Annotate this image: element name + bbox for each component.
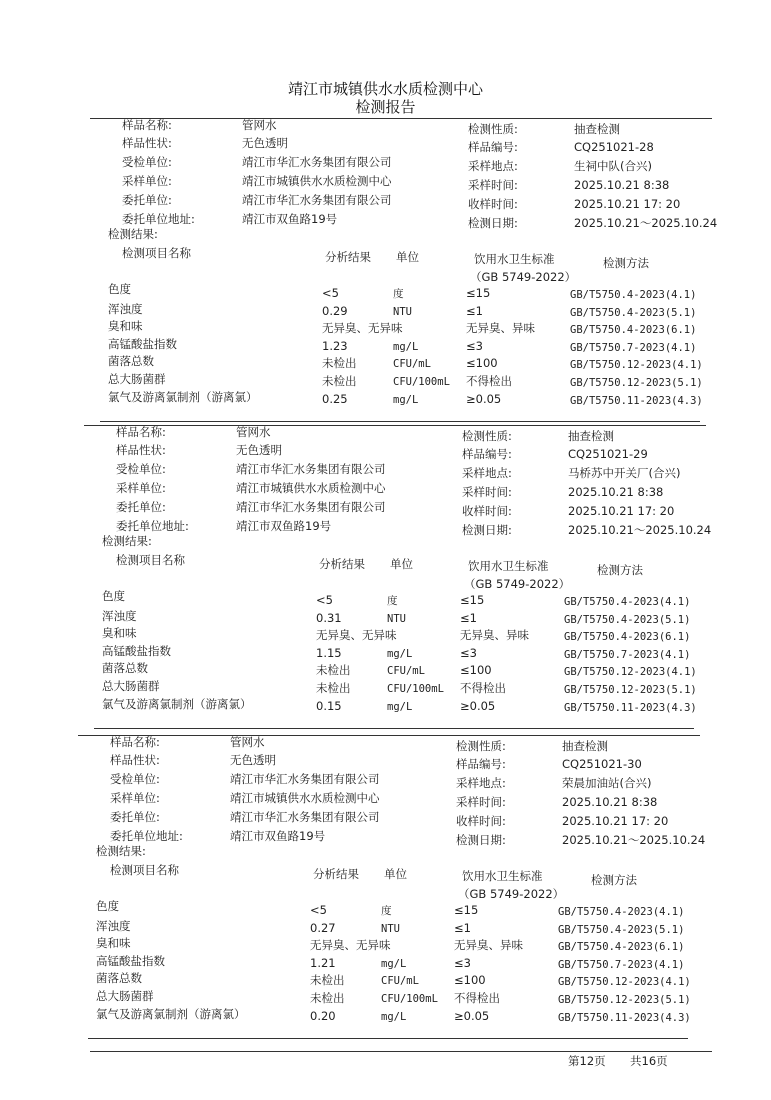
table-row-item: 臭和味 bbox=[102, 626, 137, 641]
table-row-unit: 度 bbox=[387, 595, 398, 607]
value-trait: 无色透明 bbox=[242, 136, 288, 150]
value-sampling: 靖江市城镇供水水质检测中心 bbox=[236, 481, 386, 495]
block-top-rule bbox=[90, 118, 712, 119]
table-row-method: GB/T5750.11-2023(4.3) bbox=[564, 701, 697, 714]
table-row-method: GB/T5750.4-2023(5.1) bbox=[558, 923, 685, 936]
page-number: 第12页 bbox=[568, 1054, 606, 1068]
value-receive-time: 2025.10.21 17: 20 bbox=[568, 504, 675, 518]
value-client: 靖江市华汇水务集团有限公司 bbox=[236, 500, 386, 514]
table-row-method: GB/T5750.4-2023(5.1) bbox=[570, 306, 697, 319]
value-client: 靖江市华汇水务集团有限公司 bbox=[230, 810, 380, 824]
table-row-standard: 不得检出 bbox=[460, 681, 506, 695]
label-test-date: 检测日期: bbox=[468, 216, 518, 230]
col-method-header: 检测方法 bbox=[591, 873, 637, 887]
table-row-value: <5 bbox=[310, 903, 327, 917]
table-row-unit: CFU/mL bbox=[381, 975, 419, 988]
label-client-address: 委托单位地址: bbox=[110, 829, 183, 843]
report-title: 靖江市城镇供水水质检测中心 bbox=[287, 80, 483, 98]
label-sample-name: 样品名称: bbox=[116, 425, 166, 439]
col-item-header: 检测项目名称 bbox=[122, 246, 191, 260]
value-inspected: 靖江市华汇水务集团有限公司 bbox=[242, 155, 392, 169]
table-row-item: 菌落总数 bbox=[96, 971, 142, 986]
table-row-standard: 不得检出 bbox=[466, 374, 512, 388]
value-sampling: 靖江市城镇供水水质检测中心 bbox=[230, 791, 380, 805]
table-row-unit: mg/L bbox=[381, 957, 407, 970]
table-row-method: GB/T5750.4-2023(6.1) bbox=[564, 631, 691, 644]
value-sampling: 靖江市城镇供水水质检测中心 bbox=[242, 174, 392, 188]
col-value-header: 分析结果 bbox=[313, 867, 359, 881]
table-row-method: GB/T5750.4-2023(4.1) bbox=[564, 596, 691, 608]
value-client: 靖江市华汇水务集团有限公司 bbox=[242, 193, 392, 207]
value-inspected: 靖江市华汇水务集团有限公司 bbox=[236, 462, 386, 476]
label-inspected-unit: 受检单位: bbox=[110, 772, 160, 786]
table-row-value: <5 bbox=[322, 286, 339, 300]
label-inspected-unit: 受检单位: bbox=[122, 155, 172, 169]
table-row-method: GB/T5750.12-2023(5.1) bbox=[564, 684, 697, 696]
table-row-item: 总大肠菌群 bbox=[96, 989, 154, 1003]
table-row-unit: CFU/100mL bbox=[393, 376, 450, 388]
label-client-address: 委托单位地址: bbox=[116, 519, 189, 533]
col-unit-header: 单位 bbox=[384, 867, 407, 881]
col-item-header: 检测项目名称 bbox=[110, 863, 179, 877]
table-row-method: GB/T5750.4-2023(6.1) bbox=[558, 941, 685, 954]
table-row-method: GB/T5750.7-2023(4.1) bbox=[564, 648, 691, 661]
table-row-value: 无异臭、无异味 bbox=[322, 321, 403, 336]
table-row-unit: mg/L bbox=[387, 647, 413, 660]
table-row-standard: 无异臭、异味 bbox=[454, 938, 523, 953]
table-row-unit: CFU/mL bbox=[387, 665, 425, 678]
value-location: 马桥苏中开关厂(合兴) bbox=[568, 466, 681, 480]
table-row-method: GB/T5750.4-2023(4.1) bbox=[558, 906, 685, 918]
table-row-value: 未检出 bbox=[322, 356, 357, 371]
col-standard-header: 饮用水卫生标准 bbox=[468, 559, 549, 573]
table-row-value: 未检出 bbox=[310, 973, 345, 988]
label-sample-trait: 样品性状: bbox=[122, 136, 172, 150]
label-sampling-unit: 采样单位: bbox=[116, 481, 166, 495]
label-receive-time: 收样时间: bbox=[468, 197, 518, 211]
label-client-unit: 委托单位: bbox=[122, 193, 172, 207]
table-row-item: 菌落总数 bbox=[102, 661, 148, 676]
label-sample-time: 采样时间: bbox=[468, 178, 518, 192]
table-row-item: 高锰酸盐指数 bbox=[108, 336, 177, 351]
table-row-item: 色度 bbox=[96, 899, 119, 913]
table-row-method: GB/T5750.12-2023(5.1) bbox=[570, 377, 703, 389]
label-sampling-unit: 采样单位: bbox=[122, 174, 172, 188]
table-row-value: 无异臭、无异味 bbox=[310, 938, 391, 953]
table-row-item: 色度 bbox=[102, 589, 125, 603]
col-standard-code: （GB 5749-2022） bbox=[458, 887, 565, 901]
block-bottom-rule bbox=[88, 1038, 688, 1039]
table-row-standard: ≤3 bbox=[454, 955, 471, 970]
value-test-date: 2025.10.21～2025.10.24 bbox=[568, 523, 712, 537]
label-sample-trait: 样品性状: bbox=[116, 443, 166, 457]
table-row-item: 总大肠菌群 bbox=[102, 679, 160, 693]
footer-rule bbox=[90, 1051, 712, 1052]
label-sample-name: 样品名称: bbox=[122, 118, 172, 132]
table-row-method: GB/T5750.4-2023(5.1) bbox=[564, 613, 691, 626]
value-sample-time: 2025.10.21 8:38 bbox=[574, 178, 670, 192]
value-name: 管网水 bbox=[236, 425, 271, 439]
label-sample-no: 样品编号: bbox=[456, 757, 506, 771]
label-sampling-unit: 采样单位: bbox=[110, 791, 160, 805]
table-row-value: 0.27 bbox=[310, 920, 336, 935]
table-row-method: GB/T5750.12-2023(4.1) bbox=[558, 976, 691, 989]
value-no: CQ251021-29 bbox=[568, 447, 648, 461]
label-result: 检测结果: bbox=[96, 844, 146, 858]
table-row-value: 0.31 bbox=[316, 610, 342, 625]
label-receive-time: 收样时间: bbox=[456, 814, 506, 828]
table-row-standard: ≤1 bbox=[466, 303, 483, 318]
table-row-item: 色度 bbox=[108, 282, 131, 296]
block-top-rule bbox=[78, 735, 700, 736]
label-inspected-unit: 受检单位: bbox=[116, 462, 166, 476]
value-address: 靖江市双鱼路19号 bbox=[236, 519, 332, 533]
table-row-unit: CFU/mL bbox=[393, 358, 431, 371]
table-row-value: 未检出 bbox=[310, 991, 345, 1005]
label-client-unit: 委托单位: bbox=[116, 500, 166, 514]
value-trait: 无色透明 bbox=[236, 443, 282, 457]
label-result: 检测结果: bbox=[108, 227, 158, 241]
table-row-standard: ≤3 bbox=[460, 645, 477, 660]
value-name: 管网水 bbox=[230, 735, 265, 749]
label-sample-time: 采样时间: bbox=[462, 485, 512, 499]
value-receive-time: 2025.10.21 17: 20 bbox=[562, 814, 669, 828]
table-row-method: GB/T5750.11-2023(4.3) bbox=[570, 394, 703, 407]
label-location: 采样地点: bbox=[462, 466, 512, 480]
label-nature: 检测性质: bbox=[468, 122, 518, 136]
table-row-unit: NTU bbox=[387, 612, 406, 625]
label-sample-no: 样品编号: bbox=[462, 447, 512, 461]
value-inspected: 靖江市华汇水务集团有限公司 bbox=[230, 772, 380, 786]
table-row-item: 高锰酸盐指数 bbox=[96, 953, 165, 968]
label-result: 检测结果: bbox=[102, 534, 152, 548]
value-location: 生祠中队(合兴) bbox=[574, 159, 652, 173]
label-test-date: 检测日期: bbox=[462, 523, 512, 537]
table-row-value: 0.20 bbox=[310, 1008, 336, 1023]
label-sample-name: 样品名称: bbox=[110, 735, 160, 749]
label-location: 采样地点: bbox=[456, 776, 506, 790]
label-sample-no: 样品编号: bbox=[468, 140, 518, 154]
table-row-method: GB/T5750.11-2023(4.3) bbox=[558, 1011, 691, 1024]
table-row-unit: 度 bbox=[381, 905, 392, 917]
table-row-standard: 不得检出 bbox=[454, 991, 500, 1005]
page-total: 共16页 bbox=[630, 1054, 668, 1068]
value-trait: 无色透明 bbox=[230, 753, 276, 767]
table-row-value: 1.15 bbox=[316, 645, 342, 660]
col-method-header: 检测方法 bbox=[597, 563, 643, 577]
label-test-date: 检测日期: bbox=[456, 833, 506, 847]
table-row-standard: ≤15 bbox=[460, 593, 485, 607]
table-row-method: GB/T5750.7-2023(4.1) bbox=[570, 341, 697, 354]
table-row-method: GB/T5750.7-2023(4.1) bbox=[558, 958, 685, 971]
col-unit-header: 单位 bbox=[390, 557, 413, 571]
table-row-method: GB/T5750.12-2023(5.1) bbox=[558, 994, 691, 1006]
table-row-value: 0.15 bbox=[316, 698, 342, 713]
col-standard-header: 饮用水卫生标准 bbox=[462, 869, 543, 883]
table-row-standard: ≤15 bbox=[454, 903, 479, 917]
value-sample-time: 2025.10.21 8:38 bbox=[568, 485, 664, 499]
value-no: CQ251021-30 bbox=[562, 757, 642, 771]
table-row-item: 氯气及游离氯制剂（游离氯） bbox=[108, 389, 258, 404]
table-row-standard: ≥0.05 bbox=[454, 1008, 490, 1023]
table-row-value: 未检出 bbox=[322, 374, 357, 388]
table-row-unit: mg/L bbox=[393, 393, 419, 406]
table-row-value: 0.25 bbox=[322, 391, 348, 406]
table-row-standard: ≤100 bbox=[460, 663, 492, 678]
table-row-item: 氯气及游离氯制剂（游离氯） bbox=[96, 1006, 246, 1021]
table-row-item: 浑浊度 bbox=[96, 918, 131, 933]
table-row-standard: 无异臭、异味 bbox=[466, 321, 535, 336]
table-row-standard: ≤15 bbox=[466, 286, 491, 300]
value-nature: 抽查检测 bbox=[574, 122, 620, 136]
table-row-item: 浑浊度 bbox=[102, 608, 137, 623]
table-row-method: GB/T5750.12-2023(4.1) bbox=[570, 359, 703, 372]
label-sample-time: 采样时间: bbox=[456, 795, 506, 809]
table-row-standard: ≥0.05 bbox=[460, 698, 496, 713]
value-name: 管网水 bbox=[242, 118, 277, 132]
table-row-item: 臭和味 bbox=[96, 936, 131, 951]
table-row-item: 总大肠菌群 bbox=[108, 372, 166, 386]
table-row-standard: ≤1 bbox=[460, 610, 477, 625]
value-nature: 抽查检测 bbox=[562, 739, 608, 753]
table-row-value: <5 bbox=[316, 593, 333, 607]
table-row-value: 0.29 bbox=[322, 303, 348, 318]
value-receive-time: 2025.10.21 17: 20 bbox=[574, 197, 681, 211]
col-value-header: 分析结果 bbox=[319, 557, 365, 571]
table-row-value: 未检出 bbox=[316, 663, 351, 678]
block-bottom-rule bbox=[100, 421, 700, 422]
label-receive-time: 收样时间: bbox=[462, 504, 512, 518]
label-client-address: 委托单位地址: bbox=[122, 212, 195, 226]
value-no: CQ251021-28 bbox=[574, 140, 654, 154]
table-row-standard: ≤100 bbox=[466, 356, 498, 371]
table-row-standard: ≥0.05 bbox=[466, 391, 502, 406]
table-row-value: 无异臭、无异味 bbox=[316, 628, 397, 643]
value-test-date: 2025.10.21～2025.10.24 bbox=[574, 216, 718, 230]
col-unit-header: 单位 bbox=[396, 250, 419, 264]
table-row-value: 未检出 bbox=[316, 681, 351, 695]
table-row-unit: 度 bbox=[393, 288, 404, 300]
table-row-method: GB/T5750.12-2023(4.1) bbox=[564, 666, 697, 679]
col-standard-header: 饮用水卫生标准 bbox=[474, 252, 555, 266]
table-row-method: GB/T5750.4-2023(6.1) bbox=[570, 324, 697, 337]
block-top-rule bbox=[84, 425, 706, 426]
table-row-item: 氯气及游离氯制剂（游离氯） bbox=[102, 696, 252, 711]
col-standard-code: （GB 5749-2022） bbox=[464, 577, 571, 591]
table-row-standard: ≤1 bbox=[454, 920, 471, 935]
table-row-item: 高锰酸盐指数 bbox=[102, 643, 171, 658]
value-address: 靖江市双鱼路19号 bbox=[230, 829, 326, 843]
table-row-method: GB/T5750.4-2023(4.1) bbox=[570, 289, 697, 301]
table-row-value: 1.23 bbox=[322, 338, 348, 353]
label-location: 采样地点: bbox=[468, 159, 518, 173]
table-row-value: 1.21 bbox=[310, 955, 336, 970]
label-nature: 检测性质: bbox=[462, 429, 512, 443]
label-client-unit: 委托单位: bbox=[110, 810, 160, 824]
col-standard-code: （GB 5749-2022） bbox=[470, 270, 577, 284]
report-subtitle: 检测报告 bbox=[355, 98, 416, 116]
value-test-date: 2025.10.21～2025.10.24 bbox=[562, 833, 706, 847]
table-row-item: 浑浊度 bbox=[108, 301, 143, 316]
label-sample-trait: 样品性状: bbox=[110, 753, 160, 767]
table-row-item: 臭和味 bbox=[108, 319, 143, 334]
table-row-standard: ≤3 bbox=[466, 338, 483, 353]
table-row-unit: mg/L bbox=[393, 340, 419, 353]
col-value-header: 分析结果 bbox=[325, 250, 371, 264]
block-bottom-rule bbox=[94, 728, 694, 729]
table-row-unit: mg/L bbox=[381, 1010, 407, 1023]
col-method-header: 检测方法 bbox=[603, 256, 649, 270]
col-item-header: 检测项目名称 bbox=[116, 553, 185, 567]
value-sample-time: 2025.10.21 8:38 bbox=[562, 795, 658, 809]
value-nature: 抽查检测 bbox=[568, 429, 614, 443]
table-row-unit: CFU/100mL bbox=[381, 993, 438, 1005]
table-row-standard: 无异臭、异味 bbox=[460, 628, 529, 643]
table-row-unit: NTU bbox=[393, 305, 412, 318]
value-location: 荣晨加油站(合兴) bbox=[562, 776, 652, 790]
table-row-unit: CFU/100mL bbox=[387, 683, 444, 695]
table-row-unit: mg/L bbox=[387, 700, 413, 713]
table-row-standard: ≤100 bbox=[454, 973, 486, 988]
value-address: 靖江市双鱼路19号 bbox=[242, 212, 338, 226]
table-row-item: 菌落总数 bbox=[108, 354, 154, 369]
table-row-unit: NTU bbox=[381, 922, 400, 935]
label-nature: 检测性质: bbox=[456, 739, 506, 753]
